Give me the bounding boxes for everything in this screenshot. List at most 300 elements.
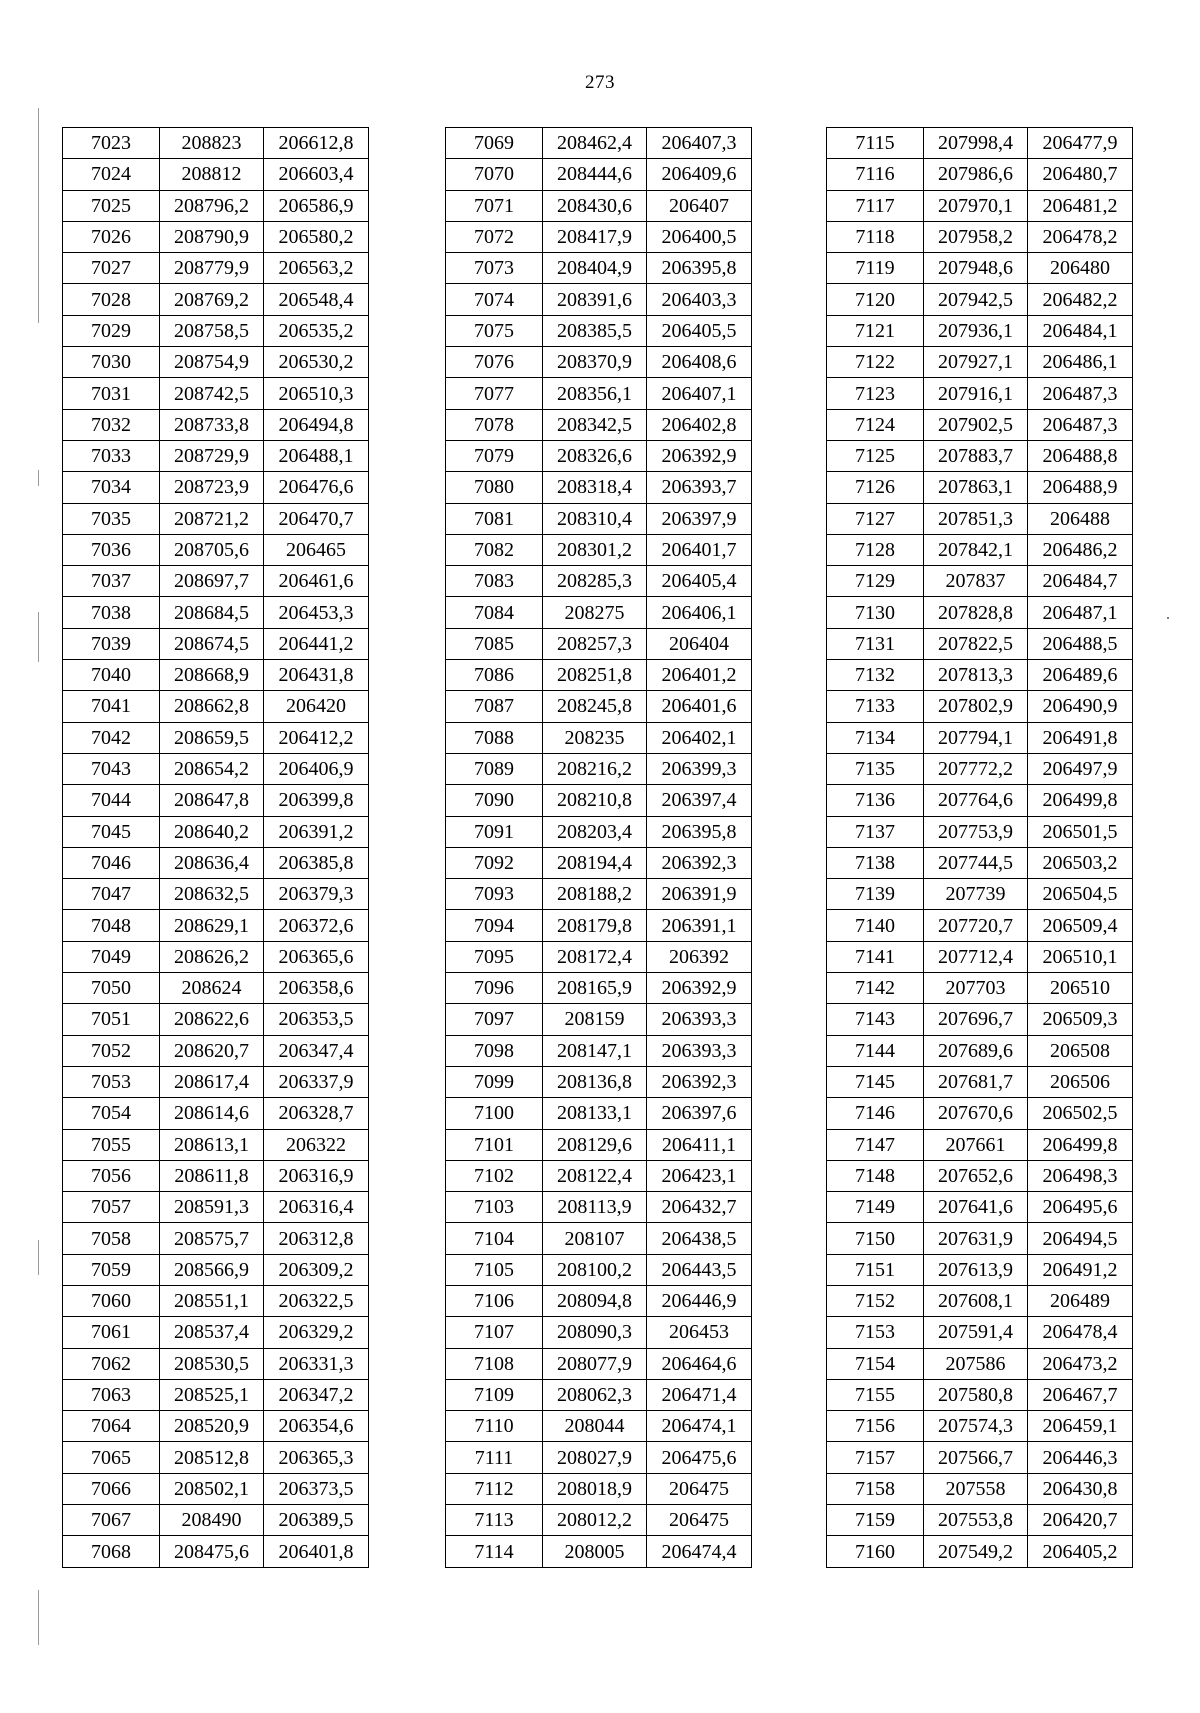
- x-coordinate-cell: 208356,1: [543, 378, 647, 409]
- x-coordinate-cell: 208647,8: [160, 785, 264, 816]
- point-number-cell: 7032: [63, 409, 160, 440]
- x-coordinate-cell: 208614,6: [160, 1098, 264, 1129]
- point-number-cell: 7115: [827, 128, 924, 159]
- point-number-cell: 7112: [446, 1473, 543, 1504]
- y-coordinate-cell: 206316,9: [264, 1160, 369, 1191]
- point-number-cell: 7099: [446, 1066, 543, 1097]
- table-row: [446, 440, 752, 471]
- y-coordinate-cell: 206484,1: [1028, 315, 1133, 346]
- x-coordinate-cell: 207580,8: [924, 1379, 1028, 1410]
- table-row: [827, 1066, 1133, 1097]
- x-coordinate-cell: 208525,1: [160, 1379, 264, 1410]
- x-coordinate-cell: 207549,2: [924, 1536, 1028, 1567]
- table-row: [827, 1348, 1133, 1379]
- point-number-cell: 7073: [446, 253, 543, 284]
- coordinates-table-1: [62, 127, 369, 1568]
- y-coordinate-cell: 206477,9: [1028, 128, 1133, 159]
- y-coordinate-cell: 206481,2: [1028, 190, 1133, 221]
- point-number-cell: 7051: [63, 1004, 160, 1035]
- y-coordinate-cell: 206430,8: [1028, 1473, 1133, 1504]
- x-coordinate-cell: 207631,9: [924, 1223, 1028, 1254]
- y-coordinate-cell: 206503,2: [1028, 847, 1133, 878]
- x-coordinate-cell: 208107: [543, 1223, 647, 1254]
- x-coordinate-cell: 208194,4: [543, 847, 647, 878]
- y-coordinate-cell: 206487,3: [1028, 378, 1133, 409]
- table-row: [446, 253, 752, 284]
- table-row: [827, 1505, 1133, 1536]
- point-number-cell: 7101: [446, 1129, 543, 1160]
- point-number-cell: 7128: [827, 534, 924, 565]
- y-coordinate-cell: 206465: [264, 534, 369, 565]
- table-row: [446, 1192, 752, 1223]
- point-number-cell: 7086: [446, 660, 543, 691]
- table-row: [63, 1004, 369, 1035]
- x-coordinate-cell: 208796,2: [160, 190, 264, 221]
- y-coordinate-cell: 206389,5: [264, 1505, 369, 1536]
- table-row: [63, 534, 369, 565]
- x-coordinate-cell: 208133,1: [543, 1098, 647, 1129]
- table-row: [827, 315, 1133, 346]
- y-coordinate-cell: 206459,1: [1028, 1411, 1133, 1442]
- point-number-cell: 7125: [827, 440, 924, 471]
- table-row: [827, 1473, 1133, 1504]
- y-coordinate-cell: 206487,3: [1028, 409, 1133, 440]
- x-coordinate-cell: 208147,1: [543, 1035, 647, 1066]
- table-row: [827, 691, 1133, 722]
- point-number-cell: 7084: [446, 597, 543, 628]
- table-row: [827, 221, 1133, 252]
- y-coordinate-cell: 206322: [264, 1129, 369, 1160]
- x-coordinate-cell: 207712,4: [924, 941, 1028, 972]
- coordinates-table-2: [445, 127, 752, 1568]
- table-row: [446, 973, 752, 1004]
- table-row: [827, 879, 1133, 910]
- x-coordinate-cell: 208159: [543, 1004, 647, 1035]
- point-number-cell: 7088: [446, 722, 543, 753]
- point-number-cell: 7047: [63, 879, 160, 910]
- table-row: [827, 284, 1133, 315]
- point-number-cell: 7053: [63, 1066, 160, 1097]
- x-coordinate-cell: 208537,4: [160, 1317, 264, 1348]
- x-coordinate-cell: 208044: [543, 1411, 647, 1442]
- x-coordinate-cell: 208094,8: [543, 1285, 647, 1316]
- point-number-cell: 7138: [827, 847, 924, 878]
- x-coordinate-cell: 208417,9: [543, 221, 647, 252]
- x-coordinate-cell: 208754,9: [160, 347, 264, 378]
- point-number-cell: 7107: [446, 1317, 543, 1348]
- point-number-cell: 7094: [446, 910, 543, 941]
- point-number-cell: 7132: [827, 660, 924, 691]
- table-row: [63, 816, 369, 847]
- y-coordinate-cell: 206490,9: [1028, 691, 1133, 722]
- x-coordinate-cell: 208575,7: [160, 1223, 264, 1254]
- table-row: [446, 910, 752, 941]
- point-number-cell: 7058: [63, 1223, 160, 1254]
- y-coordinate-cell: 206409,6: [647, 159, 752, 190]
- table-row: [446, 1505, 752, 1536]
- point-number-cell: 7057: [63, 1192, 160, 1223]
- point-number-cell: 7122: [827, 347, 924, 378]
- x-coordinate-cell: 208611,8: [160, 1160, 264, 1191]
- point-number-cell: 7152: [827, 1285, 924, 1316]
- y-coordinate-cell: 206328,7: [264, 1098, 369, 1129]
- table-row: [827, 722, 1133, 753]
- x-coordinate-cell: 207574,3: [924, 1411, 1028, 1442]
- x-coordinate-cell: 207794,1: [924, 722, 1028, 753]
- table-row: [63, 1317, 369, 1348]
- point-number-cell: 7061: [63, 1317, 160, 1348]
- y-coordinate-cell: 206474,1: [647, 1411, 752, 1442]
- point-number-cell: 7116: [827, 159, 924, 190]
- table-row: [827, 566, 1133, 597]
- x-coordinate-cell: 208216,2: [543, 753, 647, 784]
- table-row: [63, 159, 369, 190]
- table-row: [446, 1442, 752, 1473]
- point-number-cell: 7134: [827, 722, 924, 753]
- table-row: [827, 128, 1133, 159]
- table-row: [446, 628, 752, 659]
- table-row: [827, 753, 1133, 784]
- table-row: [827, 1254, 1133, 1285]
- scan-artifact: [38, 470, 39, 486]
- table-row: [63, 941, 369, 972]
- x-coordinate-cell: 208502,1: [160, 1473, 264, 1504]
- table-row: [63, 128, 369, 159]
- x-coordinate-cell: 208385,5: [543, 315, 647, 346]
- point-number-cell: 7131: [827, 628, 924, 659]
- y-coordinate-cell: 206473,2: [1028, 1348, 1133, 1379]
- point-number-cell: 7062: [63, 1348, 160, 1379]
- y-coordinate-cell: 206401,6: [647, 691, 752, 722]
- point-number-cell: 7064: [63, 1411, 160, 1442]
- point-number-cell: 7156: [827, 1411, 924, 1442]
- table-row: [827, 941, 1133, 972]
- table-row: [446, 1098, 752, 1129]
- x-coordinate-cell: 208723,9: [160, 472, 264, 503]
- x-coordinate-cell: 207558: [924, 1473, 1028, 1504]
- y-coordinate-cell: 206358,6: [264, 973, 369, 1004]
- x-coordinate-cell: 208318,4: [543, 472, 647, 503]
- table-row: [63, 691, 369, 722]
- point-number-cell: 7059: [63, 1254, 160, 1285]
- y-coordinate-cell: 206372,6: [264, 910, 369, 941]
- point-number-cell: 7052: [63, 1035, 160, 1066]
- table-row: [827, 347, 1133, 378]
- y-coordinate-cell: 206487,1: [1028, 597, 1133, 628]
- table-row: [446, 1348, 752, 1379]
- point-number-cell: 7055: [63, 1129, 160, 1160]
- x-coordinate-cell: 208668,9: [160, 660, 264, 691]
- table-row: [827, 503, 1133, 534]
- y-coordinate-cell: 206488: [1028, 503, 1133, 534]
- point-number-cell: 7042: [63, 722, 160, 753]
- y-coordinate-cell: 206612,8: [264, 128, 369, 159]
- x-coordinate-cell: 207851,3: [924, 503, 1028, 534]
- table-row: [63, 1473, 369, 1504]
- y-coordinate-cell: 206486,2: [1028, 534, 1133, 565]
- table-row: [446, 472, 752, 503]
- y-coordinate-cell: 206392,3: [647, 1066, 752, 1097]
- point-number-cell: 7082: [446, 534, 543, 565]
- y-coordinate-cell: 206399,3: [647, 753, 752, 784]
- coordinates-table-3: [826, 127, 1133, 1568]
- x-coordinate-cell: 207837: [924, 566, 1028, 597]
- y-coordinate-cell: 206399,8: [264, 785, 369, 816]
- y-coordinate-cell: 206494,8: [264, 409, 369, 440]
- y-coordinate-cell: 206497,9: [1028, 753, 1133, 784]
- y-coordinate-cell: 206498,3: [1028, 1160, 1133, 1191]
- table-row: [63, 753, 369, 784]
- y-coordinate-cell: 206405,2: [1028, 1536, 1133, 1567]
- table-row: [827, 660, 1133, 691]
- y-coordinate-cell: 206393,7: [647, 472, 752, 503]
- x-coordinate-cell: 208077,9: [543, 1348, 647, 1379]
- y-coordinate-cell: 206354,6: [264, 1411, 369, 1442]
- point-number-cell: 7159: [827, 1505, 924, 1536]
- point-number-cell: 7146: [827, 1098, 924, 1129]
- point-number-cell: 7158: [827, 1473, 924, 1504]
- point-number-cell: 7114: [446, 1536, 543, 1567]
- point-number-cell: 7137: [827, 816, 924, 847]
- y-coordinate-cell: 206580,2: [264, 221, 369, 252]
- table-row: [446, 1536, 752, 1567]
- point-number-cell: 7033: [63, 440, 160, 471]
- table-row: [446, 753, 752, 784]
- x-coordinate-cell: 208027,9: [543, 1442, 647, 1473]
- table-row: [827, 1379, 1133, 1410]
- point-number-cell: 7035: [63, 503, 160, 534]
- point-number-cell: 7151: [827, 1254, 924, 1285]
- x-coordinate-cell: 208391,6: [543, 284, 647, 315]
- table-row: [63, 1035, 369, 1066]
- x-coordinate-cell: 208370,9: [543, 347, 647, 378]
- x-coordinate-cell: 208729,9: [160, 440, 264, 471]
- x-coordinate-cell: 208062,3: [543, 1379, 647, 1410]
- table-row: [446, 190, 752, 221]
- x-coordinate-cell: 208235: [543, 722, 647, 753]
- x-coordinate-cell: 208636,4: [160, 847, 264, 878]
- table-row: [827, 1160, 1133, 1191]
- point-number-cell: 7149: [827, 1192, 924, 1223]
- x-coordinate-cell: 208100,2: [543, 1254, 647, 1285]
- y-coordinate-cell: 206347,4: [264, 1035, 369, 1066]
- point-number-cell: 7106: [446, 1285, 543, 1316]
- y-coordinate-cell: 206309,2: [264, 1254, 369, 1285]
- y-coordinate-cell: 206506: [1028, 1066, 1133, 1097]
- x-coordinate-cell: 208245,8: [543, 691, 647, 722]
- point-number-cell: 7111: [446, 1442, 543, 1473]
- table-row: [63, 1442, 369, 1473]
- x-coordinate-cell: 207739: [924, 879, 1028, 910]
- table-row: [63, 722, 369, 753]
- y-coordinate-cell: 206491,8: [1028, 722, 1133, 753]
- point-number-cell: 7028: [63, 284, 160, 315]
- y-coordinate-cell: 206453,3: [264, 597, 369, 628]
- table-row: [446, 879, 752, 910]
- table-row: [827, 1536, 1133, 1567]
- x-coordinate-cell: 207998,4: [924, 128, 1028, 159]
- point-number-cell: 7124: [827, 409, 924, 440]
- point-number-cell: 7025: [63, 190, 160, 221]
- y-coordinate-cell: 206484,7: [1028, 566, 1133, 597]
- table-row: [63, 440, 369, 471]
- table-row: [63, 1254, 369, 1285]
- table-row: [63, 1379, 369, 1410]
- table-row: [827, 440, 1133, 471]
- x-coordinate-cell: 207936,1: [924, 315, 1028, 346]
- x-coordinate-cell: 208203,4: [543, 816, 647, 847]
- y-coordinate-cell: 206453: [647, 1317, 752, 1348]
- point-number-cell: 7083: [446, 566, 543, 597]
- x-coordinate-cell: 208490: [160, 1505, 264, 1536]
- y-coordinate-cell: 206401,8: [264, 1536, 369, 1567]
- y-coordinate-cell: 206423,1: [647, 1160, 752, 1191]
- x-coordinate-cell: 208823: [160, 128, 264, 159]
- y-coordinate-cell: 206391,9: [647, 879, 752, 910]
- x-coordinate-cell: 208769,2: [160, 284, 264, 315]
- x-coordinate-cell: 207566,7: [924, 1442, 1028, 1473]
- y-coordinate-cell: 206475: [647, 1473, 752, 1504]
- table-row: [446, 941, 752, 972]
- table-row: [446, 1004, 752, 1035]
- y-coordinate-cell: 206446,9: [647, 1285, 752, 1316]
- x-coordinate-cell: 208659,5: [160, 722, 264, 753]
- x-coordinate-cell: 207948,6: [924, 253, 1028, 284]
- x-coordinate-cell: 207586: [924, 1348, 1028, 1379]
- point-number-cell: 7039: [63, 628, 160, 659]
- point-number-cell: 7121: [827, 315, 924, 346]
- y-coordinate-cell: 206471,4: [647, 1379, 752, 1410]
- y-coordinate-cell: 206488,8: [1028, 440, 1133, 471]
- x-coordinate-cell: 208475,6: [160, 1536, 264, 1567]
- y-coordinate-cell: 206393,3: [647, 1004, 752, 1035]
- x-coordinate-cell: 208654,2: [160, 753, 264, 784]
- point-number-cell: 7027: [63, 253, 160, 284]
- point-number-cell: 7063: [63, 1379, 160, 1410]
- table-row: [827, 1035, 1133, 1066]
- point-number-cell: 7092: [446, 847, 543, 878]
- x-coordinate-cell: 208591,3: [160, 1192, 264, 1223]
- point-number-cell: 7098: [446, 1035, 543, 1066]
- point-number-cell: 7091: [446, 816, 543, 847]
- point-number-cell: 7140: [827, 910, 924, 941]
- y-coordinate-cell: 206337,9: [264, 1066, 369, 1097]
- table-row: [446, 534, 752, 565]
- y-coordinate-cell: 206392,9: [647, 440, 752, 471]
- x-coordinate-cell: 208172,4: [543, 941, 647, 972]
- y-coordinate-cell: 206491,2: [1028, 1254, 1133, 1285]
- y-coordinate-cell: 206480: [1028, 253, 1133, 284]
- x-coordinate-cell: 208257,3: [543, 628, 647, 659]
- x-coordinate-cell: 208790,9: [160, 221, 264, 252]
- point-number-cell: 7104: [446, 1223, 543, 1254]
- table-row: [63, 409, 369, 440]
- y-coordinate-cell: 206322,5: [264, 1285, 369, 1316]
- x-coordinate-cell: 208512,8: [160, 1442, 264, 1473]
- table-row: [63, 1129, 369, 1160]
- point-number-cell: 7160: [827, 1536, 924, 1567]
- point-number-cell: 7118: [827, 221, 924, 252]
- y-coordinate-cell: 206391,2: [264, 816, 369, 847]
- y-coordinate-cell: 206482,2: [1028, 284, 1133, 315]
- table-row: [446, 221, 752, 252]
- x-coordinate-cell: 208705,6: [160, 534, 264, 565]
- point-number-cell: 7126: [827, 472, 924, 503]
- y-coordinate-cell: 206365,3: [264, 1442, 369, 1473]
- table-row: [827, 816, 1133, 847]
- y-coordinate-cell: 206401,2: [647, 660, 752, 691]
- y-coordinate-cell: 206488,5: [1028, 628, 1133, 659]
- x-coordinate-cell: 207608,1: [924, 1285, 1028, 1316]
- x-coordinate-cell: 207970,1: [924, 190, 1028, 221]
- point-number-cell: 7030: [63, 347, 160, 378]
- point-number-cell: 7108: [446, 1348, 543, 1379]
- table-row: [827, 409, 1133, 440]
- y-coordinate-cell: 206488,1: [264, 440, 369, 471]
- y-coordinate-cell: 206501,5: [1028, 816, 1133, 847]
- y-coordinate-cell: 206407,1: [647, 378, 752, 409]
- x-coordinate-cell: 208301,2: [543, 534, 647, 565]
- point-number-cell: 7150: [827, 1223, 924, 1254]
- x-coordinate-cell: 208310,4: [543, 503, 647, 534]
- y-coordinate-cell: 206401,7: [647, 534, 752, 565]
- x-coordinate-cell: 207641,6: [924, 1192, 1028, 1223]
- table-row: [63, 973, 369, 1004]
- table-row: [63, 284, 369, 315]
- y-coordinate-cell: 206395,8: [647, 253, 752, 284]
- point-number-cell: 7090: [446, 785, 543, 816]
- y-coordinate-cell: 206467,7: [1028, 1379, 1133, 1410]
- table-row: [827, 1004, 1133, 1035]
- point-number-cell: 7040: [63, 660, 160, 691]
- point-number-cell: 7133: [827, 691, 924, 722]
- table-row: [63, 1536, 369, 1567]
- y-coordinate-cell: 206499,8: [1028, 785, 1133, 816]
- point-number-cell: 7147: [827, 1129, 924, 1160]
- x-coordinate-cell: 207661: [924, 1129, 1028, 1160]
- x-coordinate-cell: 208165,9: [543, 973, 647, 1004]
- table-row: [446, 315, 752, 346]
- x-coordinate-cell: 208113,9: [543, 1192, 647, 1223]
- table-row: [446, 597, 752, 628]
- x-coordinate-cell: 208617,4: [160, 1066, 264, 1097]
- point-number-cell: 7110: [446, 1411, 543, 1442]
- table-row: [63, 1505, 369, 1536]
- y-coordinate-cell: 206431,8: [264, 660, 369, 691]
- x-coordinate-cell: 208285,3: [543, 566, 647, 597]
- table-row: [63, 785, 369, 816]
- table-row: [827, 597, 1133, 628]
- point-number-cell: 7037: [63, 566, 160, 597]
- x-coordinate-cell: 207753,9: [924, 816, 1028, 847]
- point-number-cell: 7050: [63, 973, 160, 1004]
- point-number-cell: 7036: [63, 534, 160, 565]
- y-coordinate-cell: 206405,5: [647, 315, 752, 346]
- table-row: [446, 378, 752, 409]
- point-number-cell: 7038: [63, 597, 160, 628]
- point-number-cell: 7120: [827, 284, 924, 315]
- table-row: [827, 159, 1133, 190]
- x-coordinate-cell: 208404,9: [543, 253, 647, 284]
- point-number-cell: 7093: [446, 879, 543, 910]
- y-coordinate-cell: 206504,5: [1028, 879, 1133, 910]
- table-row: [63, 315, 369, 346]
- table-row: [446, 347, 752, 378]
- y-coordinate-cell: 206480,7: [1028, 159, 1133, 190]
- point-number-cell: 7103: [446, 1192, 543, 1223]
- y-coordinate-cell: 206476,6: [264, 472, 369, 503]
- point-number-cell: 7148: [827, 1160, 924, 1191]
